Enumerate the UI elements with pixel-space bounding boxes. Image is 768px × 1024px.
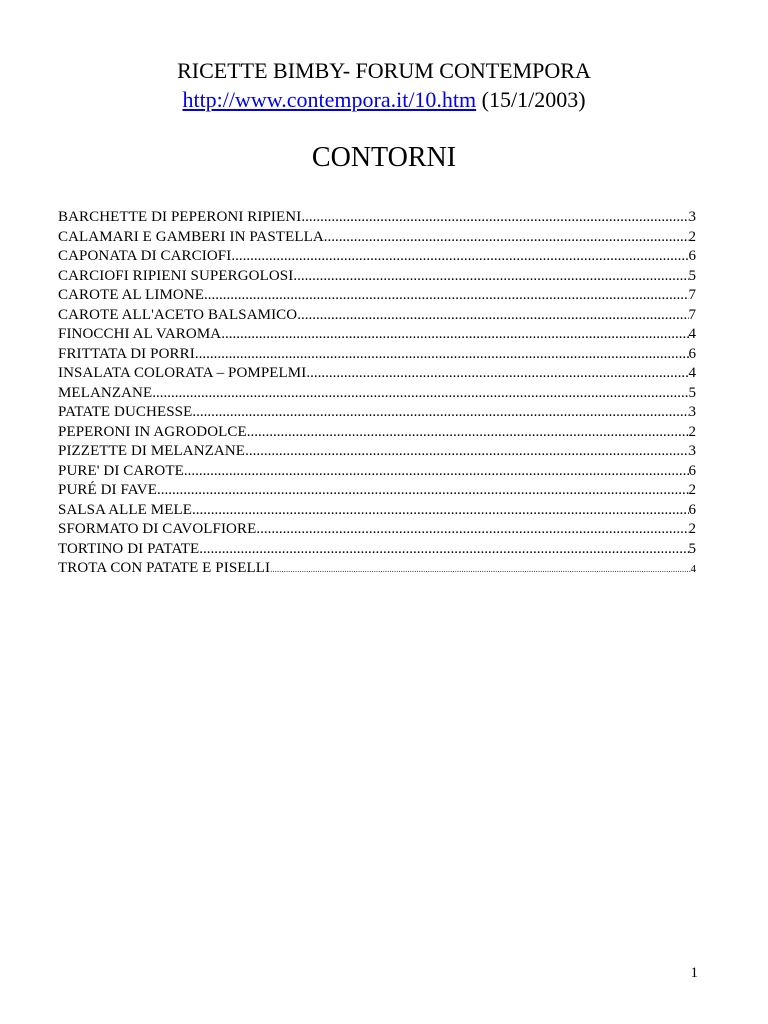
- page-number: 1: [690, 965, 698, 981]
- toc-dot-leader: [204, 286, 688, 306]
- source-date: (15/1/2003): [476, 87, 586, 112]
- toc-dot-leader: [192, 403, 688, 423]
- toc-dot-leader: [301, 208, 688, 228]
- toc-dot-leader: [199, 540, 688, 560]
- toc-entry[interactable]: [58, 540, 696, 560]
- toc-entry-title: CARCIOFI RIPIENI SUPERGOLOSI: [58, 267, 294, 284]
- toc-entry[interactable]: [58, 462, 696, 482]
- toc-entry-page: 4: [690, 563, 696, 575]
- toc-entry-title: TORTINO DI PATATE: [58, 540, 200, 557]
- toc-entry-page: 2: [688, 423, 696, 440]
- toc-dot-leader: [195, 345, 689, 365]
- toc-entry-page: 2: [688, 521, 696, 537]
- toc-entry-page: 5: [688, 384, 696, 401]
- toc-entry[interactable]: [58, 403, 696, 423]
- toc-entry-page: 3: [688, 443, 696, 459]
- toc-entry[interactable]: [58, 501, 696, 521]
- toc-dot-leader: [192, 501, 688, 521]
- toc-entry-title: CAROTE AL LIMONE: [58, 287, 205, 303]
- toc-entry-page: 2: [688, 228, 696, 245]
- toc-entry-title: MELANZANE: [58, 384, 153, 401]
- toc-dot-leader: [231, 247, 688, 267]
- toc-dot-leader: [152, 384, 688, 404]
- toc-entry[interactable]: [58, 267, 696, 287]
- toc-dot-leader: [221, 325, 688, 345]
- source-line: [0, 86, 768, 114]
- toc-entry-page: 3: [688, 209, 696, 225]
- toc-entry-title: CALAMARI E GAMBERI IN PASTELLA: [58, 228, 324, 245]
- toc-entry[interactable]: [58, 345, 696, 365]
- toc-entry-title: CAROTE ALL'ACETO BALSAMICO: [58, 306, 298, 323]
- toc-dot-leader: [306, 364, 688, 384]
- toc-entry-page: 3: [688, 404, 696, 420]
- toc-dot-leader: [245, 442, 688, 462]
- toc-entry-title: SFORMATO DI CAVOLFIORE: [58, 521, 257, 537]
- toc-entry[interactable]: [58, 325, 696, 345]
- toc-entry-title: INSALATA COLORATA – POMPELMI: [58, 365, 307, 381]
- toc-dot-leader: [157, 481, 689, 501]
- toc-entry-page: 6: [688, 501, 696, 518]
- toc-entry-title: CAPONATA DI CARCIOFI: [58, 248, 232, 264]
- toc-entry[interactable]: [58, 364, 696, 384]
- section-title: CONTORNI: [311, 142, 457, 173]
- toc-entry-title: FRITTATA DI PORRI: [58, 345, 195, 362]
- toc-entry-page: 6: [688, 248, 696, 264]
- toc-entry-page: 6: [688, 462, 696, 479]
- toc-entry[interactable]: [58, 247, 696, 267]
- toc-entry-page: 2: [688, 482, 696, 498]
- toc-dot-leader: [247, 423, 689, 443]
- toc-entry-title: TROTA CON PATATE E PISELLI: [58, 560, 271, 576]
- toc-entry-page: 5: [688, 540, 696, 557]
- toc-entry[interactable]: [58, 520, 696, 540]
- toc-dot-leader: [184, 462, 689, 482]
- toc-dot-leader: [256, 520, 688, 540]
- toc-entry-title: PIZZETTE DI MELANZANE: [58, 443, 246, 459]
- toc-entry-page: 6: [688, 345, 696, 362]
- toc-entry-page: 7: [688, 306, 696, 323]
- toc-dot-leader: [270, 560, 690, 580]
- toc-entry[interactable]: [58, 208, 696, 228]
- toc-entry[interactable]: [58, 228, 696, 248]
- toc-dot-leader: [297, 306, 688, 326]
- toc-entry[interactable]: [58, 442, 696, 462]
- toc-entry[interactable]: [58, 384, 696, 404]
- toc-entry-page: 4: [688, 326, 696, 342]
- toc-entry-title: SALSA ALLE MELE: [58, 501, 193, 518]
- toc-entry-title: PURÉ DI FAVE: [58, 482, 157, 498]
- toc-entry-title: PEPERONI IN AGRODOLCE: [58, 423, 247, 440]
- toc-entry-page: 7: [688, 287, 696, 303]
- toc-entry-title: BARCHETTE DI PEPERONI RIPIENI: [58, 209, 302, 225]
- document-title: RICETTE BIMBY- FORUM CONTEMPORA: [177, 58, 591, 83]
- toc-dot-leader: [324, 228, 689, 248]
- table-of-contents: [58, 208, 696, 579]
- toc-entry-title: PATATE DUCHESSE: [58, 404, 193, 420]
- toc-entry[interactable]: [58, 559, 696, 579]
- toc-entry[interactable]: [58, 306, 696, 326]
- toc-entry[interactable]: [58, 423, 696, 443]
- toc-entry-page: 5: [688, 267, 696, 284]
- toc-entry-title: PURE' DI CAROTE: [58, 462, 184, 479]
- toc-entry[interactable]: [58, 286, 696, 306]
- source-link[interactable]: http://www.contempora.it/10.htm: [182, 87, 477, 112]
- toc-dot-leader: [293, 267, 688, 287]
- toc-entry-page: 4: [688, 365, 696, 381]
- toc-entry[interactable]: [58, 481, 696, 501]
- toc-entry-title: FINOCCHI AL VAROMA: [58, 326, 222, 342]
